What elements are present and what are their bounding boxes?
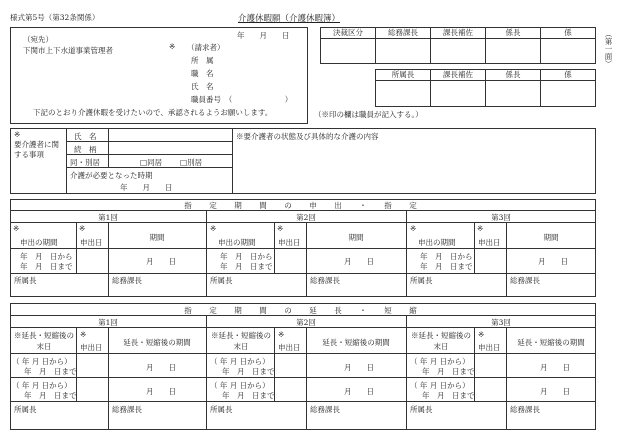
- approval-header: 決裁区分: [321, 28, 376, 39]
- period-to[interactable]: 年 月 日まで: [220, 262, 273, 271]
- col-period-request: 申出の期間: [20, 238, 58, 247]
- ext-from[interactable]: （ 年 月 日から）: [12, 357, 72, 366]
- col-request-day: 申出日: [80, 343, 103, 352]
- extension-round-2: 第2回: [296, 318, 316, 327]
- approval-header: 総務課長: [376, 28, 431, 39]
- care-mark: ※: [14, 130, 21, 139]
- shozokucho-label: 所属長: [14, 276, 37, 285]
- approval-table-top: [320, 27, 596, 64]
- field-name[interactable]: 氏 名: [191, 82, 214, 91]
- ext-months-days[interactable]: 月 日: [146, 363, 176, 372]
- applicant-box: [10, 27, 308, 124]
- ext-from[interactable]: （ 年 月 日から）: [12, 381, 72, 390]
- mark: ※: [410, 224, 417, 233]
- mark: ※: [79, 224, 86, 233]
- approval-header: 係: [541, 70, 596, 81]
- mark: ※: [210, 224, 217, 233]
- period-months-days[interactable]: 月 日: [344, 257, 374, 266]
- approval-header: 係: [541, 28, 596, 39]
- care-state-label[interactable]: ※要介護者の状態及び具体的な介護の内容: [236, 132, 379, 141]
- approval-note: （※印の欄は職員が記入する。）: [314, 110, 423, 119]
- ext-to[interactable]: 年 月 日まで: [222, 391, 275, 400]
- care-relation-label: 続 柄: [74, 145, 97, 154]
- somu-label: 総務課長: [510, 405, 540, 414]
- mark: ※: [13, 224, 20, 233]
- col-request-day: 申出日: [278, 238, 301, 247]
- col-extended-period: 延長・短縮後の期間: [517, 338, 585, 347]
- ext-from[interactable]: （ 年 月 日から）: [410, 381, 470, 390]
- period-months-days[interactable]: 月 日: [146, 257, 176, 266]
- shozokucho-label: 所属長: [210, 276, 233, 285]
- col-period-request: 申出の期間: [218, 238, 256, 247]
- designation-round-3: 第3回: [491, 213, 511, 222]
- col-request-day: 申出日: [80, 238, 103, 247]
- care-subject-label: 要介護者に関する事項: [14, 140, 59, 159]
- care-need-since: 介護が必要となった時期: [70, 171, 153, 180]
- form-title: 介護休暇願（介護休暇簿）: [238, 14, 341, 24]
- application-date[interactable]: 年 月 日: [237, 31, 290, 40]
- col-period: 期間: [149, 233, 165, 242]
- col-period: 期間: [543, 233, 559, 242]
- care-living-label: 同・別居: [70, 158, 100, 167]
- ext-from[interactable]: （ 年 月 日から）: [410, 357, 470, 366]
- shozokucho-label: 所属長: [410, 405, 433, 414]
- mark: ※: [277, 224, 284, 233]
- approval-stamp[interactable]: [486, 39, 541, 64]
- col-extended-period: 延長・短縮後の期間: [123, 338, 191, 347]
- care-need-date[interactable]: 年 月 日: [120, 183, 173, 192]
- care-name-label: 氏 名: [74, 132, 97, 141]
- col-request-day: 申出日: [478, 343, 501, 352]
- somu-label: 総務課長: [310, 276, 340, 285]
- col-last-day: ※延長・短縮後の末日: [211, 331, 271, 351]
- ext-months-days[interactable]: 月 日: [540, 363, 570, 372]
- ext-months-days[interactable]: 月 日: [146, 387, 176, 396]
- field-job-title[interactable]: 職 名: [191, 69, 214, 78]
- approval-stamp[interactable]: [486, 81, 541, 107]
- somu-label: 総務課長: [112, 276, 142, 285]
- request-text: 下記のとおり介護休暇を受けたいので、承認されるようお願いします。: [33, 108, 273, 117]
- approval-header: 課長補佐: [431, 28, 486, 39]
- somu-label: 総務課長: [510, 276, 540, 285]
- ext-to[interactable]: 年 月 日まで: [222, 367, 275, 376]
- mark: ※: [278, 330, 285, 339]
- period-to[interactable]: 年 月 日まで: [420, 262, 473, 271]
- period-to[interactable]: 年 月 日まで: [20, 262, 73, 271]
- period-from[interactable]: 年 月 日から: [20, 252, 73, 261]
- approval-header: 所属長: [376, 70, 431, 81]
- shozokucho-label: 所属長: [410, 276, 433, 285]
- period-from[interactable]: 年 月 日から: [420, 252, 473, 261]
- period-from[interactable]: 年 月 日から: [220, 252, 273, 261]
- approval-header: 課長補佐: [431, 70, 486, 81]
- side-tab: （第一面）: [604, 30, 613, 68]
- period-months-days[interactable]: 月 日: [538, 257, 568, 266]
- ext-to[interactable]: 年 月 日まで: [24, 367, 77, 376]
- approval-stamp[interactable]: [431, 39, 486, 64]
- col-request-day: 申出日: [278, 343, 301, 352]
- same-house-checkbox[interactable]: □同居: [140, 158, 163, 167]
- somu-label: 総務課長: [112, 405, 142, 414]
- extension-round-3: 第3回: [491, 318, 511, 327]
- extension-title: 指 定 期 間 の 延 長 ・ 短 縮: [184, 306, 422, 315]
- ext-from[interactable]: （ 年 月 日から）: [210, 381, 270, 390]
- applicant-heading: （請求者）: [187, 43, 225, 52]
- ext-months-days[interactable]: 月 日: [344, 387, 374, 396]
- col-request-day: 申出日: [478, 238, 501, 247]
- somu-label: 総務課長: [310, 405, 340, 414]
- mark: ※: [80, 330, 87, 339]
- addressee-name: 下関市上下水道事業管理者: [23, 46, 113, 55]
- ext-months-days[interactable]: 月 日: [344, 363, 374, 372]
- ext-to[interactable]: 年 月 日まで: [24, 391, 77, 400]
- shozokucho-label: 所属長: [14, 405, 37, 414]
- approval-stamp[interactable]: [541, 39, 596, 64]
- designation-round-2: 第2回: [296, 213, 316, 222]
- col-period-request: 申出の期間: [418, 238, 456, 247]
- approval-header: 係長: [486, 70, 541, 81]
- ext-from[interactable]: （ 年 月 日から）: [210, 357, 270, 366]
- approval-stamp[interactable]: [541, 81, 596, 107]
- designation-title: 指 定 期 間 の 申 出 ・ 指 定: [184, 201, 422, 210]
- approval-header: 係長: [486, 28, 541, 39]
- approval-stamp[interactable]: [321, 39, 376, 64]
- applicant-mark: ※: [169, 42, 176, 51]
- form-number: 様式第5号（第32条関係）: [10, 13, 100, 22]
- approval-stamp[interactable]: [376, 39, 431, 64]
- mark: ※: [477, 224, 484, 233]
- approval-stamp[interactable]: [431, 81, 486, 107]
- separate-house-checkbox[interactable]: □別居: [180, 158, 203, 167]
- ext-months-days[interactable]: 月 日: [540, 387, 570, 396]
- col-last-day: ※延長・短縮後の末日: [411, 331, 471, 351]
- ext-to[interactable]: 年 月 日まで: [422, 367, 475, 376]
- addressee-label: （宛先）: [23, 35, 53, 44]
- col-last-day: ※延長・短縮後の末日: [14, 331, 74, 351]
- field-employee-number[interactable]: 職員番号 （ ）: [191, 95, 293, 104]
- extension-round-1: 第1回: [98, 318, 118, 327]
- approval-stamp[interactable]: [376, 81, 431, 107]
- shozokucho-label: 所属長: [210, 405, 233, 414]
- field-affiliation[interactable]: 所 属: [191, 56, 214, 65]
- approval-table-bottom: [375, 69, 596, 107]
- ext-to[interactable]: 年 月 日まで: [422, 391, 475, 400]
- col-extended-period: 延長・短縮後の期間: [322, 338, 390, 347]
- designation-round-1: 第1回: [98, 213, 118, 222]
- col-period: 期間: [348, 233, 364, 242]
- mark: ※: [478, 330, 485, 339]
